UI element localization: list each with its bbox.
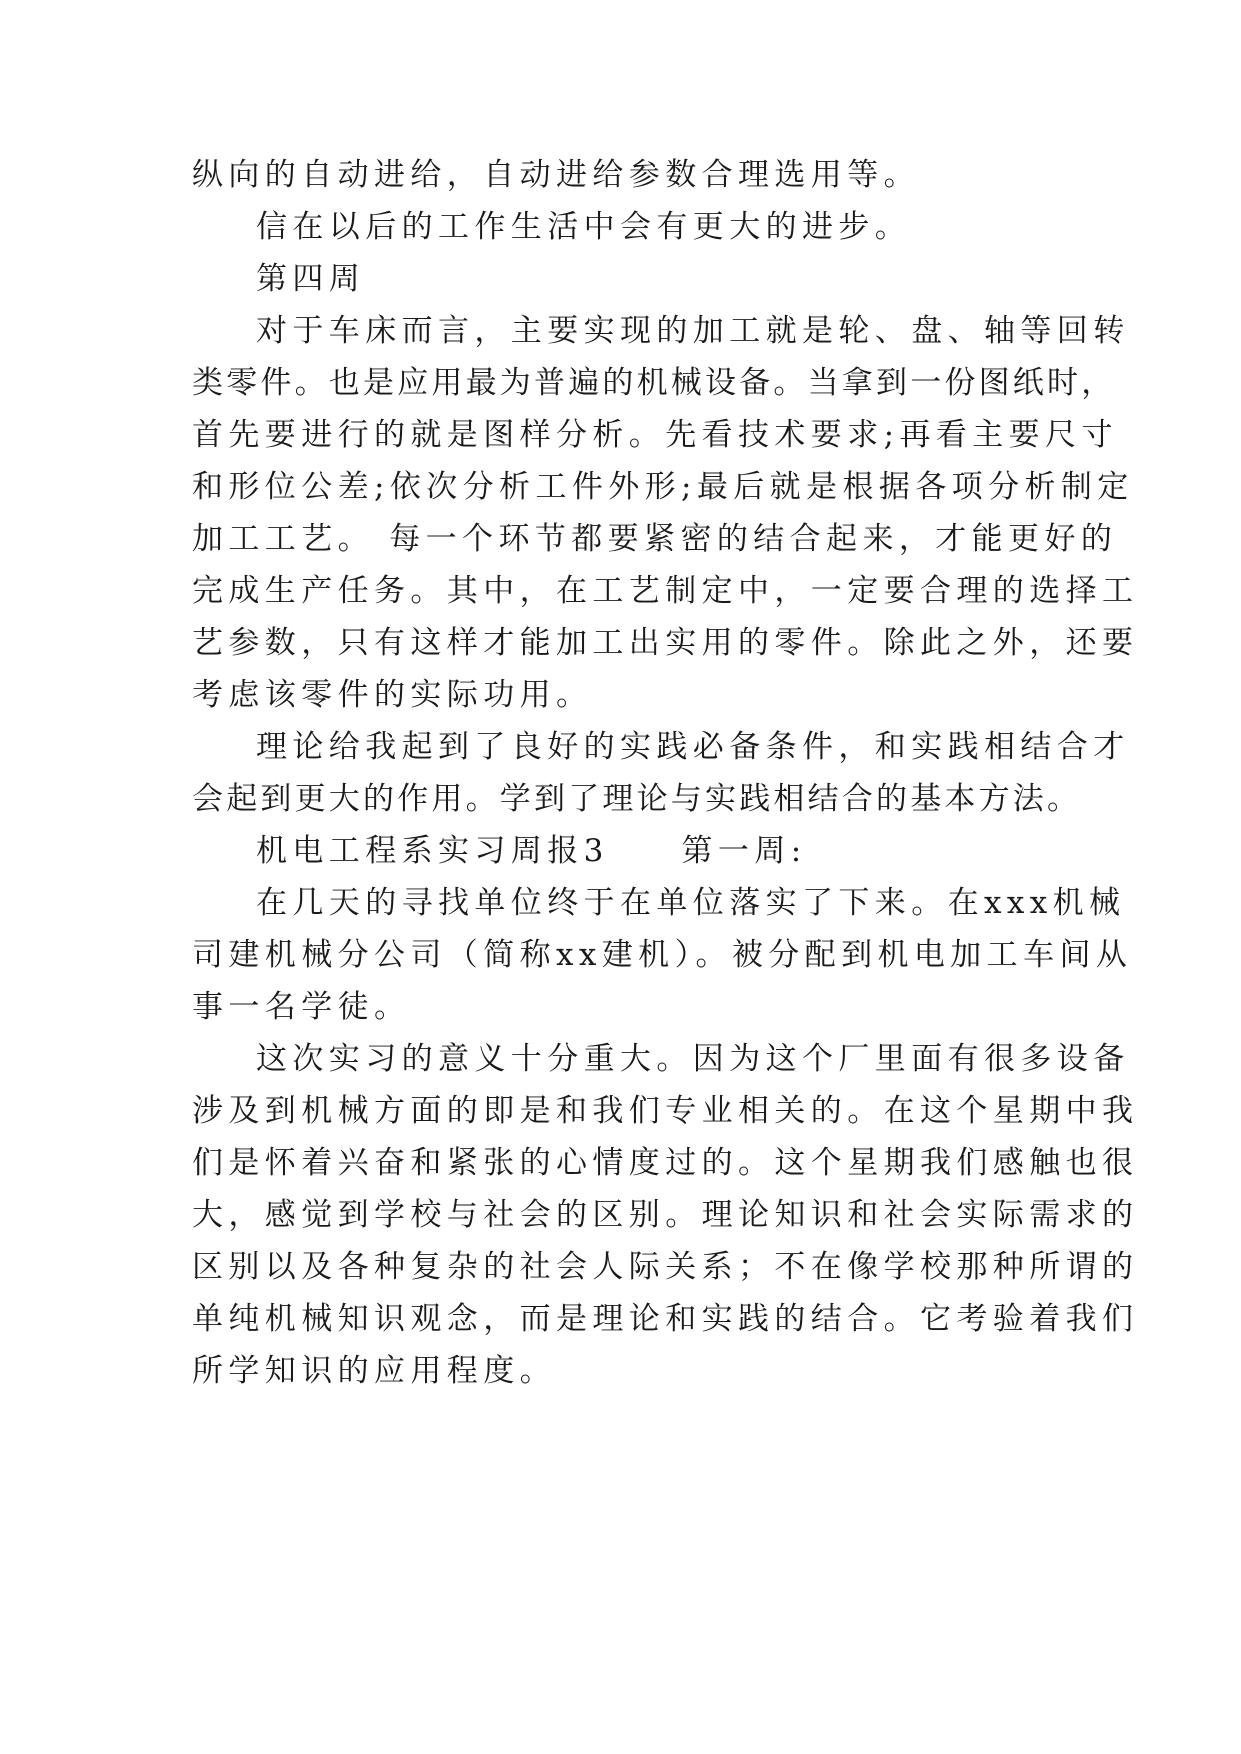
section-heading: 机电工程系实习周报3 第一周: — [256, 833, 807, 869]
text-line: 大，感觉到学校与社会的区别。理论知识和社会实际需求的 — [192, 1197, 1139, 1233]
text-line: 们是怀着兴奋和紧张的心情度过的。这个星期我们感触也很 — [192, 1145, 1139, 1181]
text-line: 司建机械分公司（简称xx建机）。被分配到机电加工车间从 — [192, 937, 1133, 973]
text-line: 纵向的自动进给，自动进给参数合理选用等。 — [192, 157, 920, 193]
text-line: 区别以及各种复杂的社会人际关系；不在像学校那种所谓的 — [192, 1249, 1139, 1285]
text-line: 和形位公差;依次分析工件外形;最后就是根据各项分析制定 — [192, 469, 1134, 505]
text-line: 类零件。也是应用最为普遍的机械设备。当拿到一份图纸时， — [192, 365, 1116, 401]
text-line: 所学知识的应用程度。 — [192, 1353, 556, 1389]
text-line: 涉及到机械方面的即是和我们专业相关的。在这个星期中我 — [192, 1093, 1139, 1129]
text-line: 事一名学徒。 — [192, 989, 411, 1025]
text-line: 加工工艺。 每一个环节都要紧密的结合起来，才能更好的 — [192, 521, 1118, 557]
section-heading: 第四周 — [256, 261, 366, 297]
text-line: 信在以后的工作生活中会有更大的进步。 — [256, 209, 912, 245]
text-line: 考虑该零件的实际功用。 — [192, 677, 593, 713]
text-line: 艺参数，只有这样才能加工出实用的零件。除此之外，还要 — [192, 625, 1139, 661]
text-line: 完成生产任务。其中，在工艺制定中，一定要合理的选择工 — [192, 573, 1139, 609]
text-line: 对于车床而言，主要实现的加工就是轮、盘、轴等回转 — [256, 313, 1130, 349]
text-line: 会起到更大的作用。学到了理论与实践相结合的基本方法。 — [192, 781, 1082, 817]
text-line: 这次实习的意义十分重大。因为这个厂里面有很多设备 — [256, 1041, 1130, 1077]
text-line: 单纯机械知识观念，而是理论和实践的结合。它考验着我们 — [192, 1301, 1139, 1337]
text-line: 理论给我起到了良好的实践必备条件，和实践相结合才 — [256, 729, 1130, 765]
text-line: 在几天的寻找单位终于在单位落实了下来。在xxx机械 — [256, 885, 1126, 921]
text-line: 首先要进行的就是图样分析。先看技术要求;再看主要尺寸 — [192, 417, 1118, 453]
